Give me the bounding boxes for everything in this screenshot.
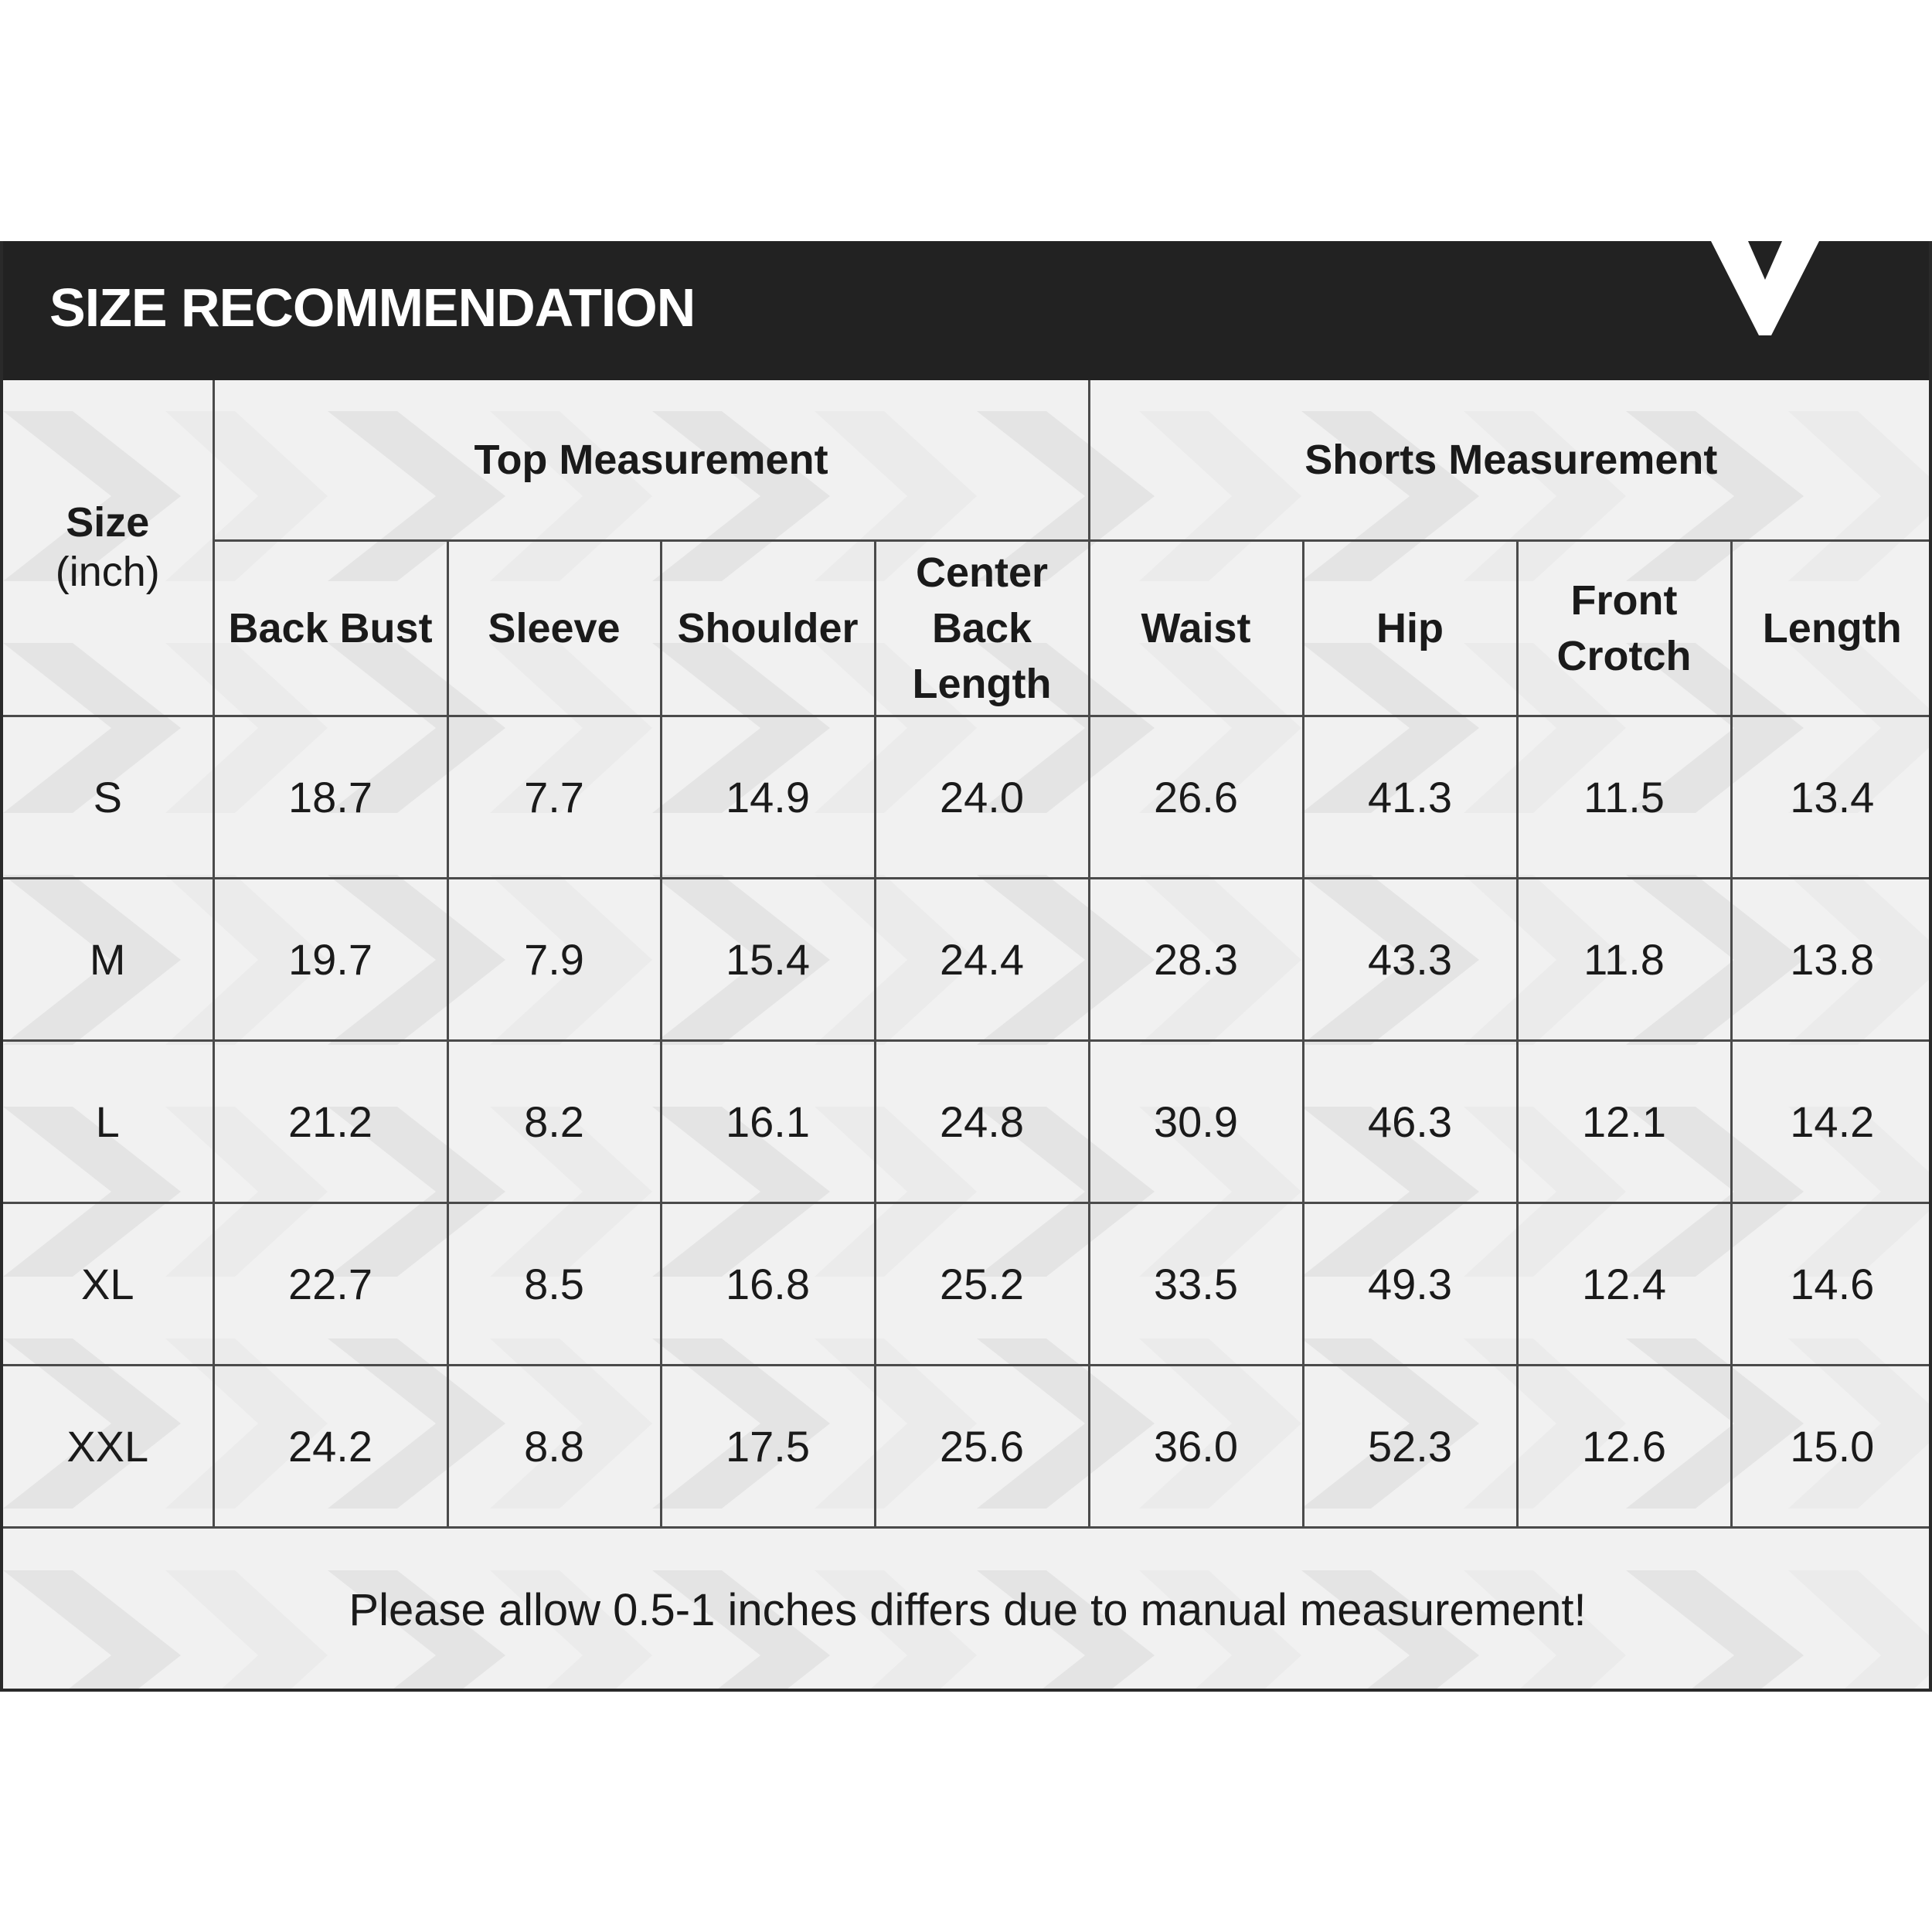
value-cell: 11.8 <box>1517 878 1731 1040</box>
value-cell: 49.3 <box>1303 1202 1517 1365</box>
value-cell: 25.6 <box>875 1365 1089 1527</box>
size-cell: L <box>3 1040 213 1202</box>
value-cell: 46.3 <box>1303 1040 1517 1202</box>
size-header-label: Size <box>66 499 150 546</box>
value-cell: 30.9 <box>1089 1040 1303 1202</box>
size-column-header <box>3 380 213 716</box>
value-cell: 43.3 <box>1303 878 1517 1040</box>
group-header-top: Top Measurement <box>213 380 1089 540</box>
value-cell: 12.1 <box>1517 1040 1731 1202</box>
column-header-sleeve: Sleeve <box>447 540 661 716</box>
value-cell: 15.0 <box>1731 1365 1932 1527</box>
table-row <box>3 1202 1932 1365</box>
column-header-row <box>3 540 1932 716</box>
size-header-unit: (inch) <box>55 549 160 596</box>
table-row <box>3 1365 1932 1527</box>
value-cell: 33.5 <box>1089 1202 1303 1365</box>
size-cell: S <box>3 716 213 878</box>
value-cell: 15.4 <box>661 878 875 1040</box>
value-cell: 18.7 <box>213 716 447 878</box>
value-cell: 41.3 <box>1303 716 1517 878</box>
value-cell: 14.9 <box>661 716 875 878</box>
value-cell: 13.8 <box>1731 878 1932 1040</box>
table-row <box>3 878 1932 1040</box>
value-cell: 14.6 <box>1731 1202 1932 1365</box>
column-header-front-crotch <box>1517 540 1731 716</box>
value-cell: 28.3 <box>1089 878 1303 1040</box>
value-cell: 7.9 <box>447 878 661 1040</box>
column-header-front-crotch-label: Front Crotch <box>1556 577 1692 679</box>
size-chart <box>0 241 1932 1692</box>
value-cell: 19.7 <box>213 878 447 1040</box>
value-cell: 8.8 <box>447 1365 661 1527</box>
value-cell: 16.8 <box>661 1202 875 1365</box>
value-cell: 12.4 <box>1517 1202 1731 1365</box>
value-cell: 16.1 <box>661 1040 875 1202</box>
value-cell: 24.8 <box>875 1040 1089 1202</box>
value-cell: 24.2 <box>213 1365 447 1527</box>
value-cell: 25.2 <box>875 1202 1089 1365</box>
value-cell: 13.4 <box>1731 716 1932 878</box>
group-header-shorts: Shorts Measurement <box>1089 380 1932 540</box>
header-bar <box>3 241 1932 380</box>
group-header-row <box>3 380 1932 540</box>
chevron-down-icon <box>1711 241 1819 338</box>
value-cell: 52.3 <box>1303 1365 1517 1527</box>
value-cell: 21.2 <box>213 1040 447 1202</box>
value-cell: 24.4 <box>875 878 1089 1040</box>
table-row <box>3 716 1932 878</box>
table-row <box>3 1040 1932 1202</box>
value-cell: 36.0 <box>1089 1365 1303 1527</box>
size-table <box>3 380 1932 1692</box>
column-header-waist: Waist <box>1089 540 1303 716</box>
value-cell: 12.6 <box>1517 1365 1731 1527</box>
value-cell: 11.5 <box>1517 716 1731 878</box>
value-cell: 8.2 <box>447 1040 661 1202</box>
value-cell: 17.5 <box>661 1365 875 1527</box>
column-header-back-bust: Back Bust <box>213 540 447 716</box>
column-header-length: Length <box>1731 540 1932 716</box>
page-title: SIZE RECOMMENDATION <box>49 277 696 338</box>
value-cell: 14.2 <box>1731 1040 1932 1202</box>
size-cell: XL <box>3 1202 213 1365</box>
size-cell: M <box>3 878 213 1040</box>
value-cell: 7.7 <box>447 716 661 878</box>
measurement-note: Please allow 0.5-1 inches differs due to manual measurement! <box>3 1527 1932 1692</box>
value-cell: 26.6 <box>1089 716 1303 878</box>
note-row <box>3 1527 1932 1692</box>
value-cell: 8.5 <box>447 1202 661 1365</box>
column-header-center-back-length-label: Center Back Length <box>912 549 1052 707</box>
column-header-shoulder: Shoulder <box>661 540 875 716</box>
value-cell: 22.7 <box>213 1202 447 1365</box>
column-header-center-back-length <box>875 540 1089 716</box>
value-cell: 24.0 <box>875 716 1089 878</box>
size-cell: XXL <box>3 1365 213 1527</box>
column-header-hip: Hip <box>1303 540 1517 716</box>
